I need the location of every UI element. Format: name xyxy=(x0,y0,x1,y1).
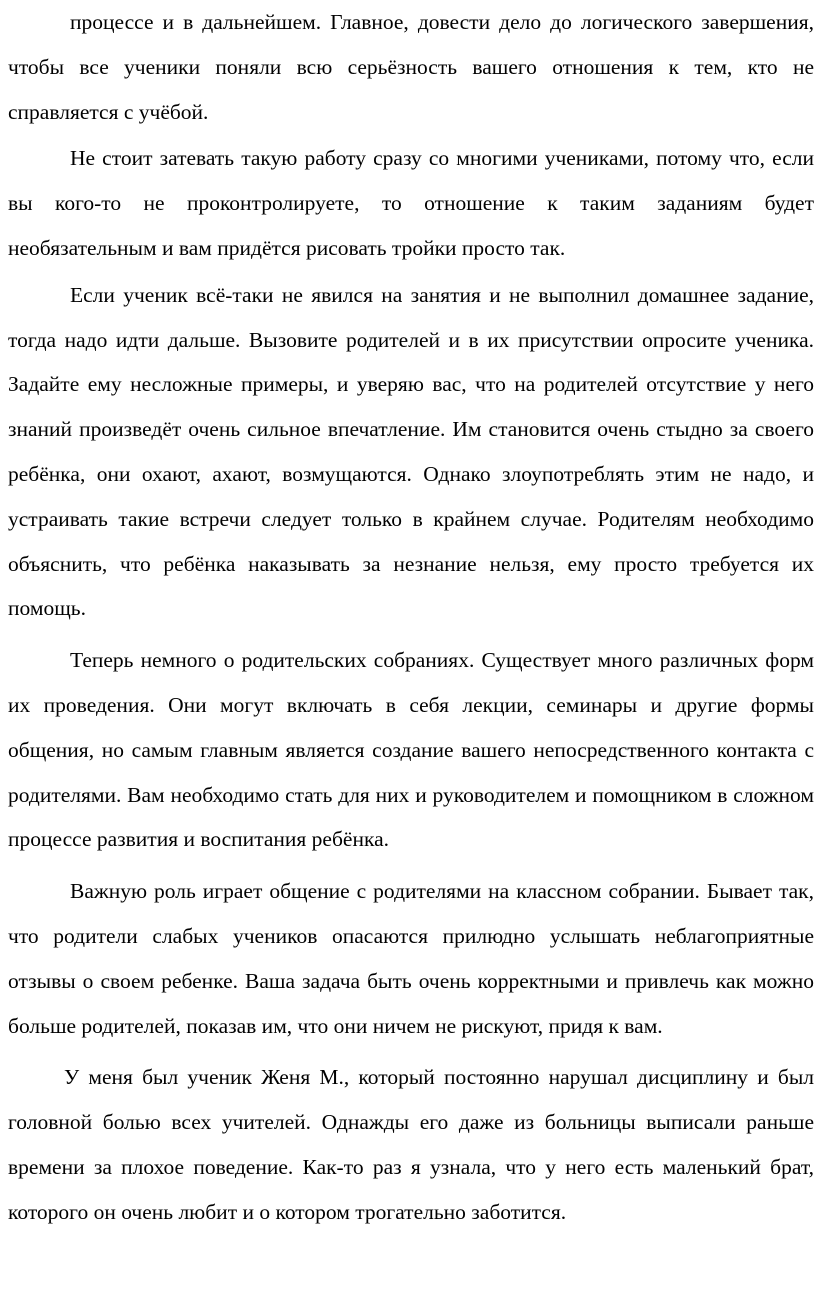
paragraph-2: Не стоит затевать такую работу сразу со многими учениками, потому что, если вы кого-то не проконтролируете, то отношение к таким заданиям будет необязательным и вам придётся рисовать тройки просто так. xyxy=(8,146,814,260)
paragraph-6: У меня был ученик Женя М., который постоянно нарушал дисциплину и был головной болью всех учителей. Однажды его даже из больницы выписали раньше времени за плохое поведение. Как-то раз я узнала, что у него есть маленький брат, которого он очень любит и о котором трогательно заботится. xyxy=(8,1065,814,1224)
paragraph-4: Теперь немного о родительских собраниях. Существует много различных форм их проведения. Они могут включать в себя лекции, семинары и другие формы общения, но самым главным является создание вашего непосредственного контакта с родителями. Вам необходимо стать для них и руководителем и помощником в сложном процессе развития и воспитания ребёнка. xyxy=(8,648,814,852)
paragraph-5: Важную роль играет общение с родителями на классном собрании. Бывает так, что родители слабых учеников опасаются прилюдно услышать неблагоприятные отзывы о своем ребенке. Ваша задача быть очень корректными и привлечь как можно больше родителей, показав им, что они ничем не рискуют, придя к вам. xyxy=(8,879,814,1038)
document-page xyxy=(8,0,814,1235)
paragraph-1: процессе и в дальнейшем. Главное, довести дело до логического завершения, чтобы все ученики поняли всю серьёзность вашего отношения к тем, кто не справляется с учёбой. xyxy=(8,10,814,124)
paragraph-3: Если ученик всё-таки не явился на занятия и не выполнил домашнее задание, тогда надо идти дальше. Вызовите родителей и в их присутствии опросите ученика. Задайте ему несложные примеры, и уверяю вас, что на родителей отсутствие у него знаний произведёт очень сильное впечатление. Им становится очень стыдно за своего ребёнка, они охают, ахают, возмущаются. Однако злоупотреблять этим не надо, и устраивать такие встречи следует только в крайнем случае. Родителям необходимо объяснить, что ребёнка наказывать за незнание нельзя, ему просто требуется их помощь. xyxy=(8,282,814,621)
